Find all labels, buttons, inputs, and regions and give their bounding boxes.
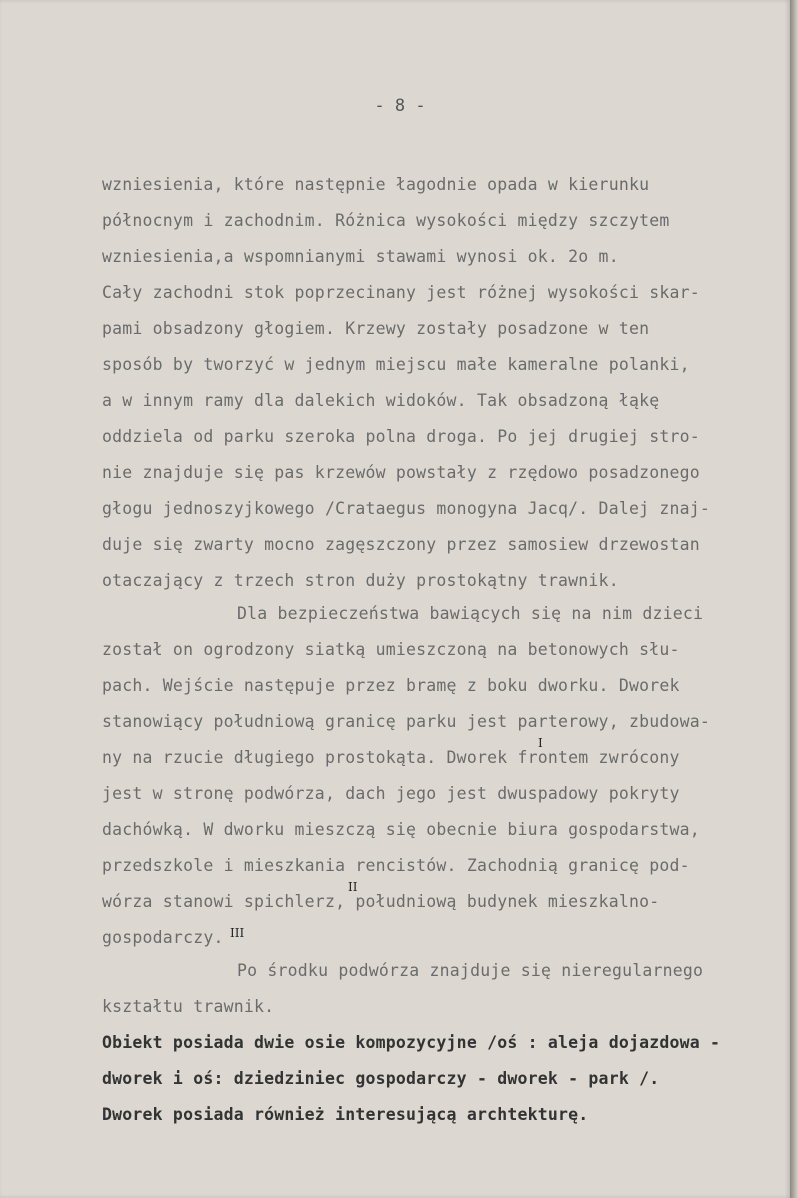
text-line-emphasis: Obiekt posiada dwie osie kompozycyjne /oś : aleja dojazdowa - (102, 1033, 721, 1052)
text-line: nie znajduje się pas krzewów powstały z rzędowo posadzonego (102, 463, 700, 482)
text-line: dachówką. W dworku mieszczą się obecnie biura gospodarstwa, (102, 820, 700, 839)
text-line: Dla bezpieczeństwa bawiących się na nim dzieci (237, 604, 704, 623)
text-line: Cały zachodni stok poprzecinany jest różnej wysokości skar- (102, 283, 700, 302)
text-line: Po środku podwórza znajduje się nieregularnego (237, 961, 704, 980)
text-line: głogu jednoszyjkowego /Crataegus monogyna Jacq/. Dalej znaj- (102, 499, 711, 518)
text-line-emphasis: dworek i oś: dziedziniec gospodarczy - dworek - park /. (102, 1069, 660, 1088)
handwritten-mark: II (348, 880, 358, 894)
text-line: jest w stronę podwórza, dach jego jest dwuspadowy pokryty (102, 784, 680, 803)
text-line: przedszkole i mieszkania rencistów. Zachodnią granicę pod- (102, 856, 690, 875)
text-line: oddziela od parku szeroka polna droga. Po jej drugiej stro- (102, 427, 700, 446)
text-line: sposób by tworzyć w jednym miejscu małe kameralne polanki, (102, 355, 690, 374)
text-line-emphasis: Dworek posiada również interesującą archtekturę. (102, 1105, 589, 1124)
text-line: wzniesienia,a wspomnianymi stawami wynosi ok. 2o m. (102, 247, 619, 266)
page-number: - 8 - (374, 96, 426, 116)
page-edge (790, 0, 798, 1198)
text-line: duje się zwarty mocno zagęszczony przez samosiew drzewostan (102, 535, 700, 554)
text-line: pach. Wejście następuje przez bramę z boku dworku. Dworek (102, 676, 680, 695)
handwritten-mark: III (230, 926, 245, 940)
text-line: kształtu trawnik. (102, 997, 275, 1016)
text-line: północnym i zachodnim. Różnica wysokości między szczytem (102, 211, 670, 230)
text-line: gospodarczy. (102, 928, 224, 947)
text-line: pami obsadzony głogiem. Krzewy zostały posadzone w ten (102, 319, 650, 338)
text-line: otaczający z trzech stron duży prostokątny trawnik. (102, 571, 619, 590)
text-line: wórza stanowi spichlerz, południową budynek mieszkalno- (102, 892, 660, 911)
text-line: został on ogrodzony siatką umieszczoną na betonowych słu- (102, 640, 680, 659)
text-line: a w innym ramy dla dalekich widoków. Tak obsadzoną łąkę (102, 391, 660, 410)
text-line: stanowiący południową granicę parku jest parterowy, zbudowa- (102, 712, 711, 731)
handwritten-mark: I (538, 736, 543, 750)
text-line: ny na rzucie długiego prostokąta. Dworek frontem zwrócony (102, 748, 680, 767)
text-line: wzniesienia, które następnie łagodnie opada w kierunku (102, 175, 650, 194)
